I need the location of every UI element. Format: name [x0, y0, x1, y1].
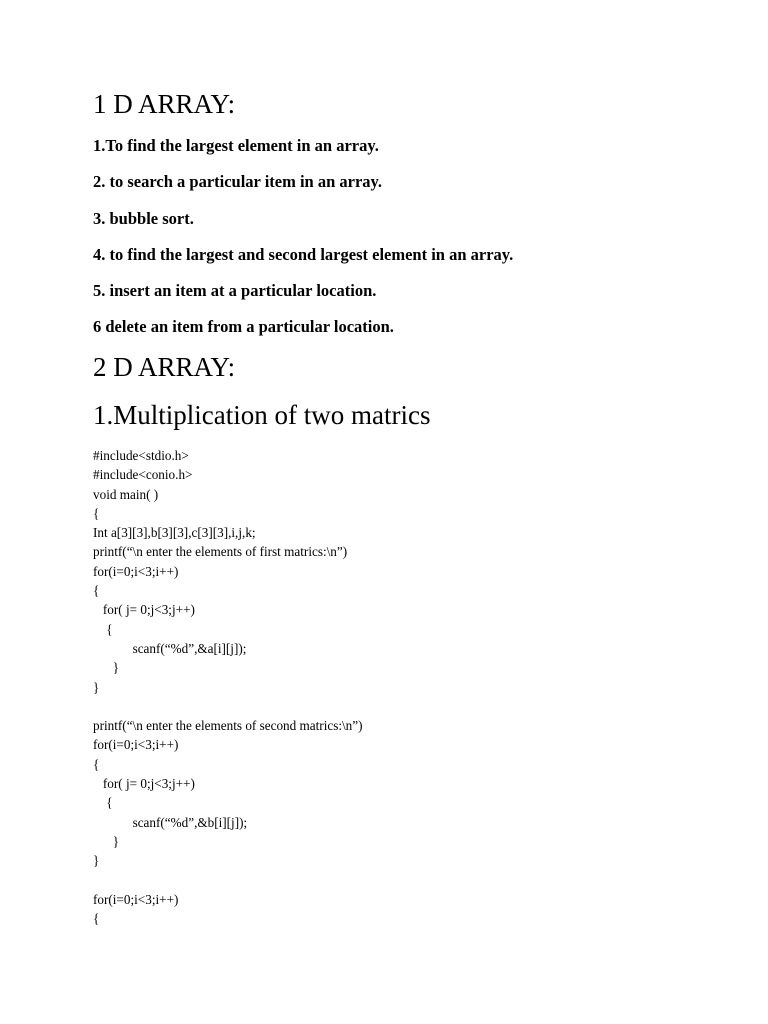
code-line: } — [93, 679, 100, 695]
code-line: scanf(“%d”,&a[i][j]); — [93, 640, 247, 656]
list-item-1: 1.To find the largest element in an array. — [93, 136, 379, 155]
code-line: for( j= 0;j<3;j++) — [93, 602, 195, 618]
list-item-2: 2. to search a particular item in an array. — [93, 172, 383, 191]
code-line: printf(“\n enter the elements of first matrics:\n”) — [93, 544, 348, 560]
code-line: void main( ) — [93, 486, 159, 502]
code-line: printf(“\n enter the elements of second matrics:\n”) — [93, 718, 363, 734]
section-2d-array-heading: 2 D ARRAY: — [93, 352, 236, 382]
code-line: { — [93, 795, 113, 811]
list-item-5: 5. insert an item at a particular location. — [93, 281, 377, 300]
list-item-4: 4. to find the largest and second largest element in an array. — [93, 245, 514, 264]
code-line: for(i=0;i<3;i++) — [93, 891, 179, 907]
code-line: } — [93, 853, 100, 869]
code-line — [93, 697, 363, 716]
list-item-3: 3. bubble sort. — [93, 209, 194, 228]
code-line: Int a[3][3],b[3][3],c[3][3],i,j,k; — [93, 525, 256, 541]
section-1d-array-heading: 1 D ARRAY: — [93, 89, 236, 119]
code-line: { — [93, 505, 100, 521]
code-line — [93, 871, 363, 890]
code-line: #include<conio.h> — [93, 467, 193, 483]
code-line: } — [93, 833, 120, 849]
code-line: } — [93, 660, 120, 676]
code-line: { — [93, 583, 100, 599]
code-line: for(i=0;i<3;i++) — [93, 737, 179, 753]
code-line: for(i=0;i<3;i++) — [93, 563, 179, 579]
list-item-6: 6 delete an item from a particular location. — [93, 317, 394, 336]
code-line: #include<stdio.h> — [93, 448, 189, 463]
code-line: scanf(“%d”,&b[i][j]); — [93, 814, 248, 830]
multiplication-subheading: 1.Multiplication of two matrics — [93, 400, 431, 430]
code-line: { — [93, 911, 100, 927]
code-listing — [93, 446, 363, 928]
code-line: for( j= 0;j<3;j++) — [93, 776, 195, 792]
code-line: { — [93, 756, 100, 772]
code-line: { — [93, 621, 113, 637]
